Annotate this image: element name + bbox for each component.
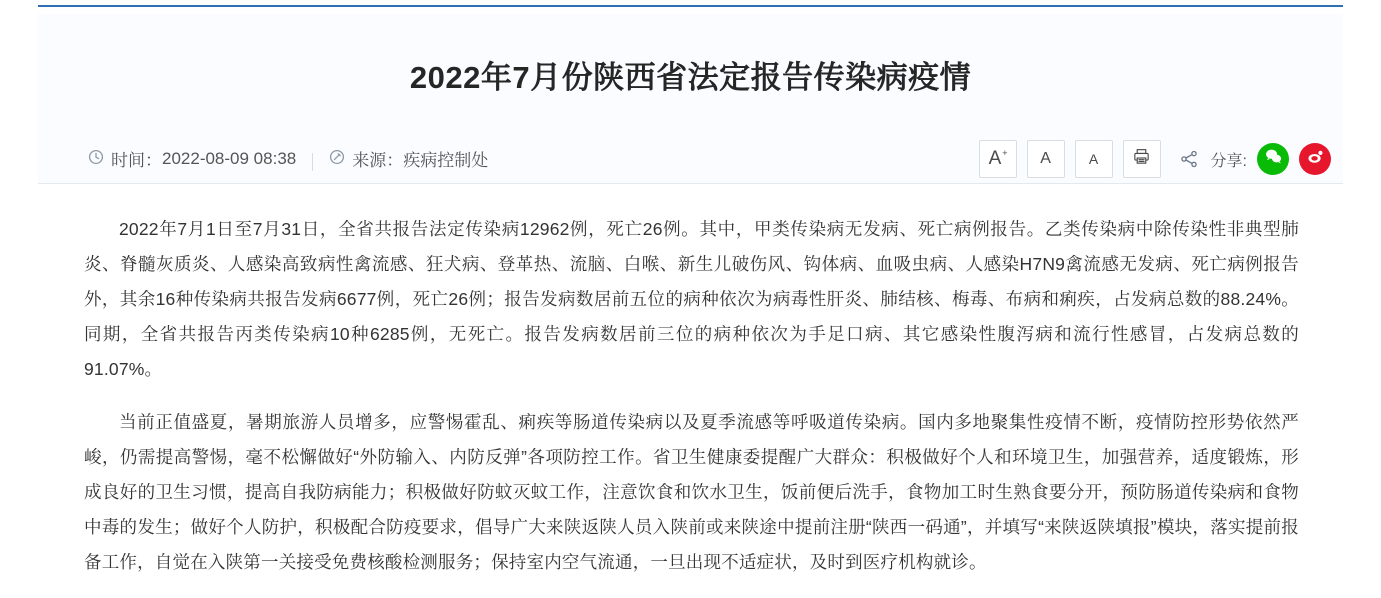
meta-info xyxy=(88,146,488,171)
article-body xyxy=(84,212,1299,598)
pen-icon xyxy=(329,149,345,170)
page-title: 2022年7月份陕西省法定报告传染病疫情 xyxy=(409,60,972,95)
font-size-large-button[interactable] xyxy=(979,140,1017,178)
font-size-large-label: A xyxy=(988,148,1002,169)
article-toolbar xyxy=(979,140,1331,178)
print-button[interactable] xyxy=(1123,140,1161,178)
article-meta-bar xyxy=(38,132,1343,190)
font-size-small-button[interactable] xyxy=(1075,140,1113,178)
printer-icon xyxy=(1132,147,1151,172)
share-label: 分享: xyxy=(1210,152,1247,170)
source-label: 来源： xyxy=(352,151,404,170)
clock-icon xyxy=(88,149,104,170)
font-size-large-plus: + xyxy=(1002,148,1008,158)
time-label: 时间： xyxy=(111,151,162,170)
font-size-small-label: A xyxy=(1088,151,1099,167)
source-value: 疾病控制处 xyxy=(403,151,489,170)
share-nodes-icon xyxy=(1179,149,1199,169)
article-paragraph-1: 2022年7月1日至7月31日，全省共报告法定传染病12962例，死亡26例。其中，甲类传染病无发病、死亡病例报告。乙类传染病中除传染性非典型肺炎、脊髓灰质炎、人感染高致病性禽流感、狂犬病、登革热、流脑、白喉、新生儿破伤风、钩体病、血吸虫病、人感染H7N9禽流感无发病、死亡病例报告外，其余16种传染病共报告发病6677例，死亡26例；报告发病数居前五位的病种依次为病毒性肝炎、肺结核、梅毒、布病和痢疾，占发病总数的88.24%。同期，全省共报告丙类传染病10种6285例，无死亡。报告发病数居前三位的病种依次为手足口病、其它感染性腹泻病和流行性感冒，占发病总数的91.07%。 xyxy=(84,219,1299,379)
top-accent-rule xyxy=(38,5,1343,7)
article-paragraph-2: 当前正值盛夏，暑期旅游人员增多，应警惕霍乱、痢疾等肠道传染病以及夏季流感等呼吸道传染病。国内多地聚集性疫情不断，疫情防控形势依然严峻，仍需提高警惕，毫不松懈做好“外防输入、内防反弹”各项防控工作。省卫生健康委提醒广大群众：积极做好个人和环境卫生，加强营养，适度锻炼，形成良好的卫生习惯，提高自我防病能力；积极做好防蚊灭蚊工作，注意饮食和饮水卫生，饭前便后洗手，食物加工时生熟食要分开，预防肠道传染病和食物中毒的发生；做好个人防护，积极配合防疫要求，倡导广大来陕返陕人员入陕前或来陕途中提前注册“陕西一码通”，并填写“来陕返陕填报”模块，落实提前报备工作，自觉在入陕第一关接受免费核酸检测服务；保持室内空气流通，一旦出现不适症状，及时到医疗机构就诊。 xyxy=(84,412,1299,572)
weibo-icon xyxy=(1306,147,1325,171)
time-value: 2022-08-09 08:38 xyxy=(162,148,297,168)
font-size-medium-button[interactable] xyxy=(1027,140,1065,178)
share-wechat-button[interactable] xyxy=(1257,143,1289,175)
share-weibo-button[interactable] xyxy=(1299,143,1331,175)
font-size-medium-label: A xyxy=(1040,150,1051,167)
wechat-icon xyxy=(1264,147,1283,171)
article-header xyxy=(38,14,1343,184)
meta-divider xyxy=(312,153,313,171)
